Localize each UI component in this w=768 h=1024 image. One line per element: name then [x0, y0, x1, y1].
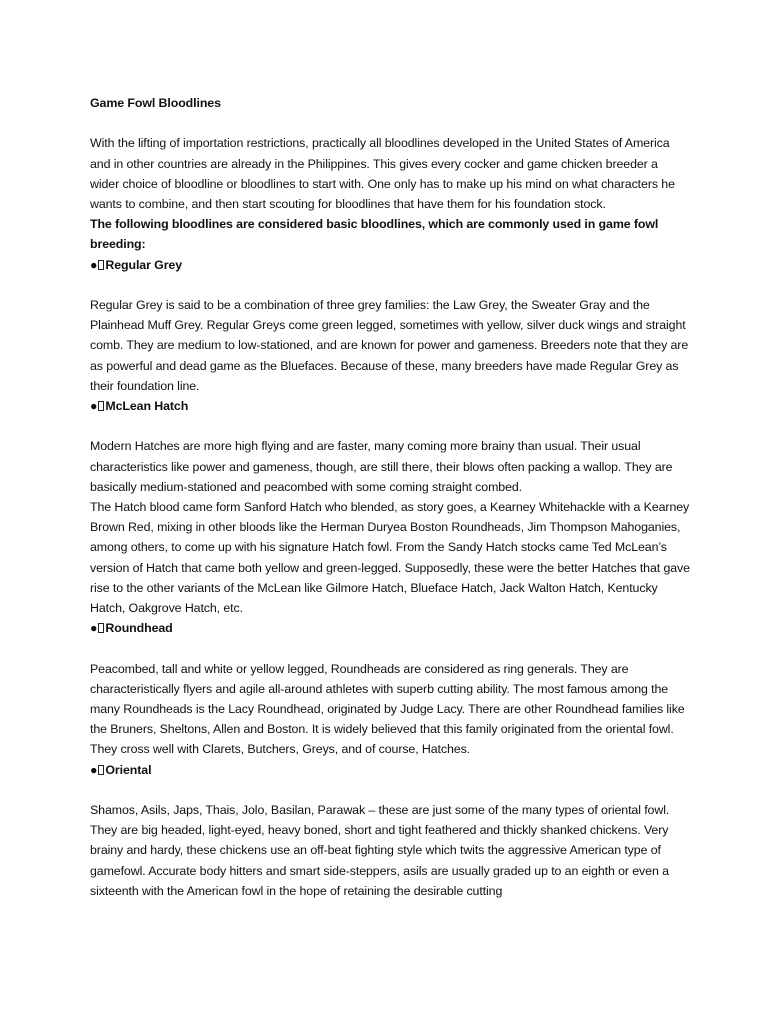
bullet-icon: ● [90, 621, 98, 636]
section-paragraph: Modern Hatches are more high flying and are faster, many coming more brainy than usual. Their usual characteristics like power and gameness, though, are still there, their blows often packing a wallop. They are basically medium-stationed and peacombed with some coming straight combed. [90, 439, 673, 494]
bullet-icon: ● [90, 762, 98, 777]
section-heading-roundhead [90, 618, 690, 638]
section-heading-label: Oriental [105, 762, 152, 777]
document-page [90, 93, 690, 901]
lead-paragraph: The following bloodlines are considered basic bloodlines, which are commonly used in game fowl breeding: [90, 217, 659, 252]
bullet-icon: ● [90, 257, 98, 272]
bullet-icon: ● [90, 399, 98, 414]
section-heading-mclean-hatch [90, 396, 690, 416]
section-heading-label: Regular Grey [105, 257, 183, 272]
section-paragraph: Shamos, Asils, Japs, Thais, Jolo, Basilan, Parawak – these are just some of the many types of oriental fowl. They are big headed, light-eyed, heavy boned, short and tight feathered and thickly shanked chickens. Very brainy and hardy, these chickens use an off-beat fighting style which twits the aggressive American type of gamefowl. Accurate body hitters and smart side-steppers, asils are usually graded up to an eighth or even a sixteenth with the American fowl in the hope of retaining the desirable cutting [90, 803, 670, 898]
section-paragraph: Regular Grey is said to be a combination of three grey families: the Law Grey, the Sweater Gray and the Plainhead Muff Grey. Regular Greys come green legged, sometimes with yellow, silver duck wings and straight comb. They are medium to low-stationed, and are known for power and gameness. Breeders note that they are as powerful and dead game as the Bluefaces. Because of these, many breeders have made Regular Grey as their foundation line. [90, 298, 689, 393]
section-paragraph: Peacombed, tall and white or yellow legged, Roundheads are considered as ring generals. They are characteristically flyers and agile all-around athletes with superb cutting ability. The most famous among the many Roundheads is the Lacy Roundhead, originated by Judge Lacy. There are other Roundhead families like the Bruners, Sheltons, Allen and Boston. It is widely believed that this family originated from the oriental fowl. They cross well with Clarets, Butchers, Greys, and of course, Hatches. [90, 661, 685, 757]
section-paragraph: The Hatch blood came form Sanford Hatch who blended, as story goes, a Kearney Whitehackle with a Kearney Brown Red, mixing in other bloods like the Herman Duryea Boston Roundheads, Jim Thompson Mahoganies, among others, to come up with his signature Hatch fowl. From the Sandy Hatch stocks came Ted McLean’s version of Hatch that came both yellow and green-legged. Supposedly, these were the better Hatches that gave rise to the other variants of the McLean like Gilmore Hatch, Blueface Hatch, Jack Walton Hatch, Kentucky Hatch, Oakgrove Hatch, etc. [90, 500, 690, 616]
section-heading-label: McLean Hatch [105, 399, 189, 414]
intro-paragraph: With the lifting of importation restrictions, practically all bloodlines developed in the United States of America and in other countries are already in the Philippines. This gives every cocker and game chicken breeder a wider choice of bloodline or bloodlines to start with. One only has to make up his mind on what characters he wants to combine, and then start scouting for bloodlines that have them for his foundation stock. [90, 136, 675, 211]
missing-glyph-icon [98, 260, 104, 270]
missing-glyph-icon [98, 623, 104, 633]
section-heading-regular-grey [90, 255, 690, 275]
document-title: Game Fowl Bloodlines [90, 96, 221, 110]
missing-glyph-icon [98, 401, 104, 411]
section-heading-oriental [90, 760, 690, 780]
section-heading-label: Roundhead [105, 621, 173, 636]
missing-glyph-icon [98, 765, 104, 775]
